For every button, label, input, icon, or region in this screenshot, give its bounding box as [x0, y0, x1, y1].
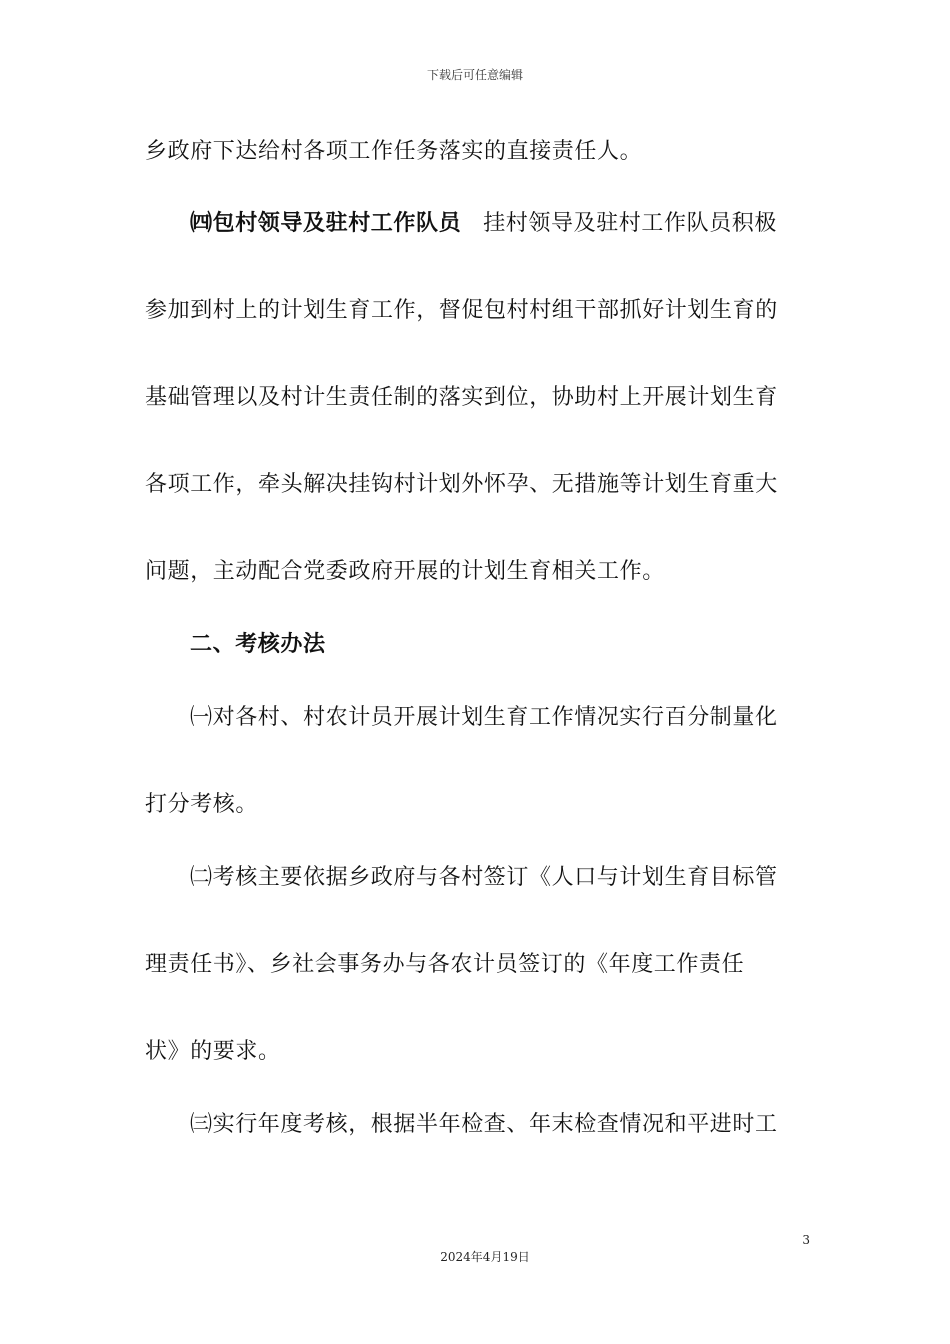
body-line: 问题，主动配合党委政府开展的计划生育相关工作。	[145, 559, 665, 584]
body-line: 打分考核。	[145, 792, 259, 817]
body-line: 基础管理以及村计生责任制的落实到位，协助村上开展计划生育	[145, 385, 778, 410]
section-heading: 二、考核办法	[190, 632, 326, 657]
page-header: 下载后可任意编辑	[426, 68, 523, 82]
body-line: ㈠对各村、村农计员开展计划生育工作情况实行百分制量化	[190, 705, 778, 730]
paragraph-text: 挂村领导及驻村工作队员积极	[483, 211, 778, 236]
paragraph-heading-line	[190, 209, 815, 239]
body-line: ㈢实行年度考核，根据半年检查、年末检查情况和平进时工	[190, 1112, 778, 1137]
body-line: ㈡考核主要依据乡政府与各村签订《人口与计划生育目标管	[190, 865, 778, 890]
footer-date: 2024年4月19日	[440, 1250, 530, 1264]
body-line: 参加到村上的计划生育工作，督促包村村组干部抓好计划生育的	[145, 298, 778, 323]
body-line: 乡政府下达给村各项工作任务落实的直接责任人。	[145, 139, 643, 164]
body-line: 理责任书》、乡社会事务办与各农计员签订的《年度工作责任	[145, 952, 745, 977]
body-line: 状》的要求。	[145, 1039, 281, 1064]
body-line: 各项工作，牵头解决挂钩村计划外怀孕、无措施等计划生育重大	[145, 472, 778, 497]
page-number: 3	[802, 1233, 810, 1247]
paragraph-heading: ㈣包村领导及驻村工作队员	[190, 211, 462, 236]
